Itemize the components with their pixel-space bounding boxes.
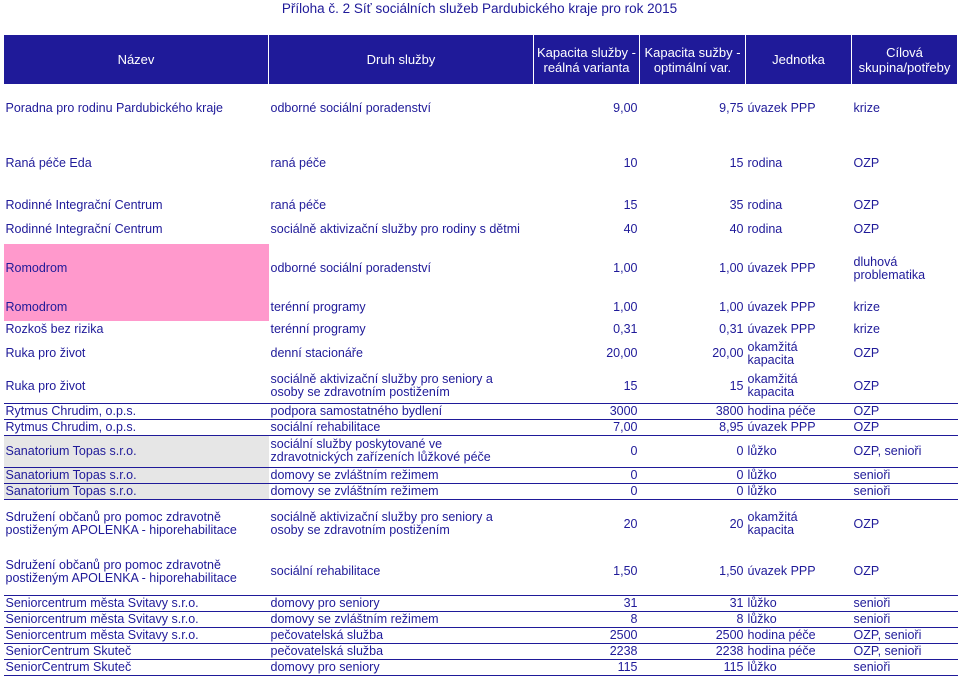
cell-service: odborné sociální poradenství: [270, 261, 432, 275]
cell-capacity-real: 0: [534, 435, 640, 467]
table-row: [4, 321, 958, 337]
cell-name: Sanatorium Topas s.r.o.: [4, 483, 269, 499]
cell-name: Romodrom: [4, 293, 269, 321]
cell-target: OZP: [853, 516, 880, 531]
cell-capacity-real: 20: [623, 516, 638, 531]
cell-capacity-optimal: 8: [640, 611, 746, 627]
cell-service: sociální rehabilitace: [269, 549, 534, 595]
cell-unit: lůžko: [746, 595, 852, 611]
cell-capacity-optimal: 0: [640, 435, 746, 467]
table-row: [4, 403, 958, 419]
cell-name: Rodinné Integrační Centrum: [5, 197, 163, 212]
header-capacity-optimal: Kapacita sužby - optimální var.: [640, 35, 746, 84]
cell-unit: lůžko: [746, 611, 852, 627]
cell-name: Sanatorium Topas s.r.o.: [4, 467, 269, 483]
cell-capacity-optimal: 15: [729, 156, 744, 170]
cell-service: domovy se zvláštním režimem: [269, 611, 534, 627]
cell-target: OZP: [853, 197, 880, 212]
cell-name: Sanatorium Topas s.r.o.: [4, 435, 269, 467]
cell-service: pečovatelská služba: [269, 643, 534, 659]
cell-unit: úvazek PPP: [747, 261, 816, 275]
table-row: [4, 419, 958, 435]
cell-target: OZP, senioři: [852, 643, 958, 659]
cell-target: OZP: [853, 346, 880, 360]
table-row: [4, 195, 958, 215]
header-target-group: Cílová skupina/potřeby: [852, 35, 958, 84]
cell-target: krize: [853, 299, 880, 314]
cell-capacity-optimal: 15: [640, 370, 746, 403]
cell-capacity-optimal: 2500: [640, 627, 746, 643]
cell-name: Poradna pro rodinu Pardubického kraje: [5, 100, 223, 115]
cell-capacity-optimal: 8,95: [640, 419, 746, 435]
cell-name: Rozkoš bez rizika: [5, 321, 104, 336]
table-row: [4, 659, 958, 675]
cell-capacity-optimal: 20,00: [712, 346, 744, 360]
table-row: [4, 244, 958, 293]
cell-capacity-optimal: 35: [729, 197, 744, 212]
table-row: [4, 627, 958, 643]
cell-unit: rodina: [747, 197, 783, 212]
cell-capacity-optimal: 2238: [640, 643, 746, 659]
cell-unit: rodina: [747, 222, 783, 236]
cell-name: Raná péče Eda: [5, 156, 92, 170]
table-row: [4, 337, 958, 370]
table-row: [4, 215, 958, 244]
cell-name: SeniorCentrum Skuteč: [4, 643, 269, 659]
cell-service: terénní programy: [270, 299, 366, 314]
header-name: Název: [4, 35, 269, 84]
cell-service: domovy se zvláštním režimem: [269, 467, 534, 483]
cell-unit: lůžko: [746, 435, 852, 467]
cell-capacity-optimal: 9,75: [719, 100, 744, 115]
cell-target: krize: [853, 100, 880, 115]
cell-unit: úvazek PPP: [746, 549, 852, 595]
cell-name: Sdružení občanů pro pomoc zdravotně postiženým APOLENKA - hiporehabilitace: [4, 549, 269, 595]
cell-unit: hodina péče: [746, 643, 852, 659]
services-table: [3, 35, 958, 676]
cell-capacity-real: 7,00: [534, 419, 640, 435]
cell-name: Seniorcentrum města Svitavy s.r.o.: [4, 595, 269, 611]
cell-target: OZP: [853, 156, 880, 170]
cell-capacity-real: 1,00: [613, 261, 638, 275]
cell-unit: okamžitá kapacita: [747, 339, 798, 367]
cell-capacity-optimal: 20: [729, 516, 744, 531]
cell-target: OZP: [852, 549, 958, 595]
cell-unit: rodina: [747, 156, 783, 170]
cell-capacity-optimal: 1,00: [719, 299, 744, 314]
cell-name: Ruka pro život: [5, 346, 86, 360]
cell-service: denní stacionáře: [270, 346, 363, 360]
cell-capacity-real: 115: [534, 659, 640, 675]
cell-service: sociální služby poskytované ve zdravotnických zařízeních lůžkové péče: [269, 435, 534, 467]
cell-service: raná péče: [270, 197, 327, 212]
cell-unit: lůžko: [746, 467, 852, 483]
cell-capacity-real: 40: [623, 222, 638, 236]
cell-unit: hodina péče: [746, 627, 852, 643]
cell-capacity-optimal: 0: [640, 483, 746, 499]
cell-target: krize: [853, 321, 880, 336]
cell-capacity-real: 2238: [534, 643, 640, 659]
cell-capacity-real: 2500: [534, 627, 640, 643]
cell-unit: lůžko: [746, 483, 852, 499]
cell-unit: hodina péče: [746, 403, 852, 419]
table-row: [4, 293, 958, 321]
table-row: [4, 611, 958, 627]
cell-target: senioři: [852, 611, 958, 627]
cell-service: sociálně aktivizační služby pro seniory a osoby se zdravotním postižením: [270, 510, 493, 538]
cell-service: sociálně aktivizační služby pro rodiny s dětmi: [270, 222, 520, 236]
cell-capacity-real: 8: [534, 611, 640, 627]
cell-target: OZP: [852, 419, 958, 435]
cell-target: senioři: [852, 595, 958, 611]
cell-capacity-real: 1,50: [534, 549, 640, 595]
cell-capacity-optimal: 31: [640, 595, 746, 611]
cell-capacity-real: 1,00: [613, 299, 638, 314]
cell-target: OZP: [852, 403, 958, 419]
cell-name: SeniorCentrum Skuteč: [4, 659, 269, 675]
cell-target: senioři: [852, 483, 958, 499]
cell-unit: lůžko: [746, 659, 852, 675]
table-row: [4, 435, 958, 467]
cell-name: Romodrom: [4, 244, 269, 293]
cell-capacity-real: 9,00: [613, 100, 638, 115]
table-row: [4, 84, 958, 132]
cell-capacity-optimal: 115: [640, 659, 746, 675]
cell-capacity-optimal: 40: [729, 222, 744, 236]
cell-capacity-real: 10: [623, 156, 638, 170]
cell-service: domovy pro seniory: [269, 595, 534, 611]
table-row: [4, 370, 958, 403]
cell-name: Seniorcentrum města Svitavy s.r.o.: [4, 611, 269, 627]
cell-capacity-real: 0,31: [613, 321, 638, 336]
table-row: [4, 499, 958, 549]
cell-name: Rytmus Chrudim, o.p.s.: [4, 419, 269, 435]
cell-capacity-optimal: 0: [640, 467, 746, 483]
table-row: [4, 595, 958, 611]
cell-capacity-optimal: 1,50: [640, 549, 746, 595]
cell-target: OZP, senioři: [852, 435, 958, 467]
table-row: [4, 467, 958, 483]
header-service: Druh služby: [269, 35, 534, 84]
cell-capacity-real: 20,00: [606, 346, 638, 360]
cell-service: sociálně aktivizační služby pro seniory a osoby se zdravotním postižením: [269, 370, 534, 403]
cell-name: Rytmus Chrudim, o.p.s.: [4, 403, 269, 419]
cell-capacity-optimal: 1,00: [719, 261, 744, 275]
cell-target: OZP: [852, 370, 958, 403]
cell-name: Ruka pro život: [4, 370, 269, 403]
cell-unit: úvazek PPP: [747, 299, 816, 314]
cell-target: OZP: [853, 222, 880, 236]
cell-unit: okamžitá kapacita: [747, 510, 798, 538]
cell-name: Seniorcentrum města Svitavy s.r.o.: [4, 627, 269, 643]
header-capacity-real: Kapacita služby - reálná varianta: [534, 35, 640, 84]
cell-service: terénní programy: [270, 321, 366, 336]
cell-unit: úvazek PPP: [747, 321, 816, 336]
cell-capacity-real: 15: [534, 370, 640, 403]
cell-capacity-real: 3000: [534, 403, 640, 419]
cell-name: Rodinné Integrační Centrum: [5, 222, 163, 236]
cell-capacity-optimal: 3800: [640, 403, 746, 419]
cell-service: podpora samostatného bydlení: [269, 403, 534, 419]
table-row: [4, 549, 958, 595]
table-row: [4, 643, 958, 659]
cell-target: senioři: [852, 467, 958, 483]
cell-service: sociální rehabilitace: [269, 419, 534, 435]
cell-name: Sdružení občanů pro pomoc zdravotně postiženým APOLENKA - hiporehabilitace: [5, 510, 237, 538]
cell-capacity-real: 31: [534, 595, 640, 611]
cell-service: raná péče: [270, 156, 327, 170]
document-title: Příloha č. 2 Síť sociálních služeb Pardubického kraje pro rok 2015: [281, 1, 678, 16]
cell-service: domovy se zvláštním režimem: [269, 483, 534, 499]
cell-target: OZP, senioři: [852, 627, 958, 643]
cell-capacity-real: 0: [534, 467, 640, 483]
header-unit: Jednotka: [746, 35, 852, 84]
cell-unit: okamžitá kapacita: [746, 370, 852, 403]
table-row: [4, 483, 958, 499]
cell-unit: úvazek PPP: [747, 100, 816, 115]
cell-service: domovy pro seniory: [269, 659, 534, 675]
header-row: [4, 35, 958, 84]
cell-capacity-optimal: 0,31: [719, 321, 744, 336]
cell-service: pečovatelská služba: [269, 627, 534, 643]
cell-target: senioři: [852, 659, 958, 675]
table-row: [4, 132, 958, 195]
cell-capacity-real: 15: [623, 197, 638, 212]
cell-target: dluhová problematika: [853, 254, 926, 282]
cell-service: odborné sociální poradenství: [270, 100, 432, 115]
cell-unit: úvazek PPP: [746, 419, 852, 435]
cell-capacity-real: 0: [534, 483, 640, 499]
